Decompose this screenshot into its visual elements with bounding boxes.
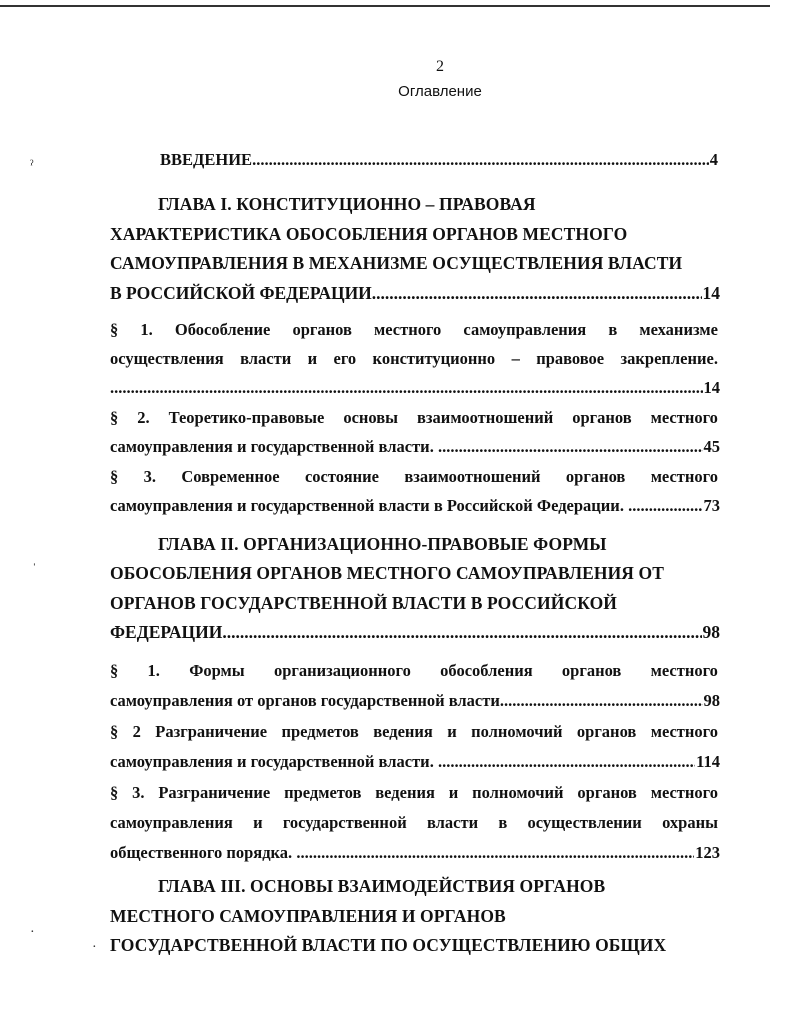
toc-entry-introduction[interactable] bbox=[160, 150, 718, 170]
word: 2 bbox=[132, 722, 141, 741]
word: полномочий bbox=[471, 722, 563, 741]
entry-page: 4 bbox=[709, 150, 718, 169]
chapter-title-line: ГЛАВА III. ОСНОВЫ ВЗАИМОДЕЙСТВИЯ ОРГАНОВ bbox=[158, 876, 606, 896]
word: § bbox=[110, 783, 119, 802]
word: предметов bbox=[281, 722, 359, 741]
chapter-title-line: ОБОСОБЛЕНИЯ ОРГАНОВ МЕСТНОГО САМОУПРАВЛЕНИЯ ОТ bbox=[110, 563, 665, 583]
word: и bbox=[253, 813, 263, 832]
word: обособления bbox=[440, 661, 533, 680]
word: местного bbox=[650, 722, 718, 741]
word: местного bbox=[374, 320, 442, 339]
leader-dots bbox=[252, 150, 709, 170]
entry-title: общественного порядка. bbox=[110, 843, 297, 862]
section-last-line bbox=[110, 752, 720, 772]
word: состояние bbox=[304, 467, 379, 486]
chapter-last-line bbox=[110, 622, 720, 643]
section-line bbox=[110, 408, 718, 428]
entry-title: самоуправления и государственной власти в Российской Федерации. bbox=[110, 496, 629, 515]
section-last-line bbox=[110, 378, 720, 398]
word: полномочий bbox=[472, 783, 564, 802]
scan-speck: · bbox=[30, 925, 35, 940]
scan-top-border bbox=[0, 5, 770, 7]
word: ведения bbox=[373, 722, 433, 741]
section-line bbox=[110, 783, 718, 803]
word: взаимоотношений bbox=[417, 408, 554, 427]
word: и bbox=[448, 783, 459, 802]
chapter-title-line: ГЛАВА I. КОНСТИТУЦИОННО – ПРАВОВАЯ bbox=[158, 194, 536, 214]
word: органов bbox=[565, 467, 626, 486]
word: местного bbox=[650, 467, 718, 486]
word: Современное bbox=[181, 467, 280, 486]
entry-title: самоуправления от органов государственной власти bbox=[110, 691, 500, 710]
word: взаимоотношений bbox=[404, 467, 541, 486]
entry-page: 45 bbox=[703, 437, 720, 456]
section-line bbox=[110, 661, 718, 681]
word: органов bbox=[292, 320, 352, 339]
word: 3. bbox=[143, 467, 156, 486]
word: государственной bbox=[282, 813, 407, 832]
section-line bbox=[110, 349, 718, 369]
scan-speck: ˀ bbox=[30, 158, 34, 173]
word: Теоретико-правовые bbox=[168, 408, 325, 427]
word: § bbox=[110, 467, 119, 486]
section-last-line bbox=[110, 437, 720, 457]
word: предметов bbox=[284, 783, 362, 802]
section-line bbox=[110, 320, 718, 340]
entry-page: 98 bbox=[703, 691, 720, 710]
leader-dots bbox=[110, 378, 703, 398]
chapter-title-line: ГЛАВА II. ОРГАНИЗАЦИОННО-ПРАВОВЫЕ ФОРМЫ bbox=[158, 534, 607, 554]
chapter-title-line: ГОСУДАРСТВЕННОЙ ВЛАСТИ ПО ОСУЩЕСТВЛЕНИЮ ОБЩИХ bbox=[110, 935, 667, 955]
scan-speck: · bbox=[92, 940, 97, 955]
chapter-title-line: ХАРАКТЕРИСТИКА ОБОСОБЛЕНИЯ ОРГАНОВ МЕСТНОГО bbox=[110, 224, 628, 244]
word: его bbox=[333, 349, 357, 368]
section-last-line bbox=[110, 691, 720, 711]
word: органов bbox=[561, 661, 622, 680]
word: местного bbox=[650, 408, 718, 427]
entry-page: 73 bbox=[703, 496, 720, 515]
entry-title: ВВЕДЕНИЕ bbox=[160, 150, 253, 169]
leader-dots bbox=[296, 843, 694, 863]
toc-title: Оглавление bbox=[398, 83, 482, 100]
entry-title: В РОССИЙСКОЙ ФЕДЕРАЦИИ bbox=[110, 283, 372, 303]
entry-page: 123 bbox=[695, 843, 720, 862]
word: основы bbox=[343, 408, 399, 427]
entry-title: ФЕДЕРАЦИИ. bbox=[110, 622, 227, 642]
word: 2. bbox=[137, 408, 150, 427]
word: организационного bbox=[273, 661, 411, 680]
chapter-title-line: МЕСТНОГО САМОУПРАВЛЕНИЯ И ОРГАНОВ bbox=[110, 906, 506, 926]
word: § bbox=[110, 722, 119, 741]
word: Обособление bbox=[174, 320, 271, 339]
word: Разграничение bbox=[155, 722, 268, 741]
word: органов bbox=[577, 783, 637, 802]
section-line bbox=[110, 722, 718, 742]
word: Разграничение bbox=[158, 783, 271, 802]
word: в bbox=[608, 320, 618, 339]
section-line bbox=[110, 813, 718, 833]
word: органов bbox=[572, 408, 632, 427]
word: § bbox=[110, 661, 119, 680]
word: самоуправления bbox=[463, 320, 587, 339]
chapter-title-line: ОРГАНОВ ГОСУДАРСТВЕННОЙ ВЛАСТИ В РОССИЙСКОЙ bbox=[110, 593, 617, 613]
word: § bbox=[110, 320, 119, 339]
word: и bbox=[307, 349, 318, 368]
entry-page: 98 bbox=[702, 622, 720, 642]
word: – bbox=[511, 349, 520, 368]
chapter-last-line bbox=[110, 283, 720, 304]
section-last-line bbox=[110, 496, 720, 516]
word: и bbox=[447, 722, 457, 741]
leader-dots bbox=[227, 622, 702, 643]
leader-dots bbox=[628, 496, 702, 516]
word: власти bbox=[426, 813, 479, 832]
word: 3. bbox=[132, 783, 145, 802]
leader-dots bbox=[438, 752, 695, 772]
chapter-title-line: САМОУПРАВЛЕНИЯ В МЕХАНИЗМЕ ОСУЩЕСТВЛЕНИЯ ВЛАСТИ bbox=[110, 253, 683, 273]
entry-title: самоуправления и государственной власти. bbox=[110, 437, 438, 456]
word: закрепление. bbox=[620, 349, 718, 368]
word: ведения bbox=[375, 783, 435, 802]
word: 1. bbox=[147, 661, 160, 680]
word: конституционно bbox=[372, 349, 496, 368]
word: местного bbox=[650, 783, 718, 802]
leader-dots bbox=[438, 437, 703, 457]
word: Формы bbox=[189, 661, 245, 680]
leader-dots bbox=[372, 283, 702, 304]
word: § bbox=[110, 408, 119, 427]
section-last-line bbox=[110, 843, 720, 863]
entry-title: самоуправления и государственной власти. bbox=[110, 752, 438, 771]
word: механизме bbox=[639, 320, 718, 339]
entry-page: 14 bbox=[702, 283, 720, 303]
leader-dots bbox=[500, 691, 703, 711]
word: местного bbox=[650, 661, 718, 680]
word: в bbox=[498, 813, 508, 832]
word: охраны bbox=[662, 813, 718, 832]
word: правовое bbox=[536, 349, 605, 368]
word: осуществлении bbox=[527, 813, 642, 832]
word: осуществления bbox=[110, 349, 224, 368]
word: 1. bbox=[140, 320, 153, 339]
page-number: 2 bbox=[436, 58, 444, 75]
word: органов bbox=[576, 722, 637, 741]
entry-page: 114 bbox=[696, 752, 720, 771]
section-line bbox=[110, 467, 718, 487]
entry-page: 14 bbox=[703, 378, 720, 397]
scan-speck: ˈ bbox=[32, 562, 37, 577]
word: власти bbox=[240, 349, 292, 368]
word: самоуправления bbox=[110, 813, 233, 832]
